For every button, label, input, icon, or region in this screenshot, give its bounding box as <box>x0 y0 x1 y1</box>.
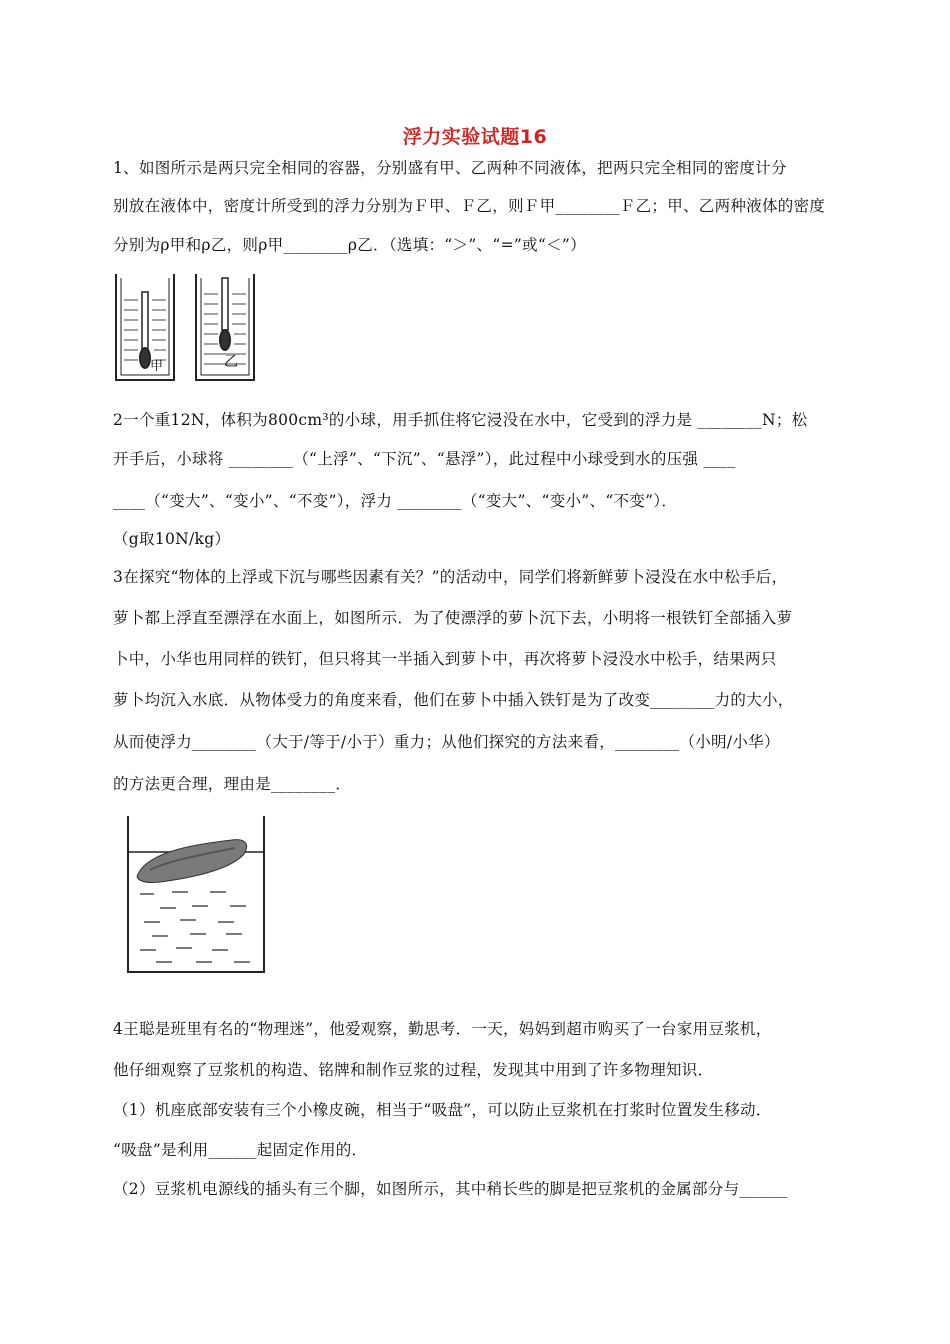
q3-line-1: 3在探究“物体的上浮或下沉与哪些因素有关？”的活动中，同学们将新鲜萝卜浸没在水中松手后， <box>113 568 788 586</box>
q2-line-4: （g取10N/kg） <box>113 530 231 548</box>
q3-line-6: 的方法更合理，理由是________． <box>113 775 352 793</box>
q3-line-3: 卜中，小华也用同样的铁钉，但只将其一半插入到萝卜中，再次将萝卜浸没水中松手，结果两只 <box>113 650 777 668</box>
q1-line-1: 1、如图所示是两只完全相同的容器，分别盛有甲、乙两种不同液体，把两只完全相同的密度计分 <box>113 159 787 177</box>
q3-line-2: 萝卜都上浮直至漂浮在水面上，如图所示．为了使漂浮的萝卜沉下去，小明将一根铁钉全部插入萝 <box>113 609 793 627</box>
q4-line-1: 4王聪是班里有名的“物理迷”，他爱观察，勤思考．一天，妈妈到超市购买了一台家用豆浆机， <box>113 1020 772 1038</box>
carrot-shape <box>137 840 246 883</box>
label-yi: 乙 <box>224 354 238 370</box>
q4-line-5: （2）豆浆机电源线的插头有三个脚，如图所示，其中稍长些的脚是把豆浆机的金属部分与______ <box>113 1180 788 1198</box>
label-jia: 甲 <box>150 359 164 374</box>
q1-line-2: 别放在液体中，密度计所受到的浮力分别为Ｆ甲、Ｆ乙，则Ｆ甲________Ｆ乙；甲、乙两种液体的密度 <box>113 197 826 215</box>
q3-line-5: 从而使浮力________（大于/等于/小于）重力；从他们探究的方法来看，________（小明/小华） <box>113 733 780 751</box>
q2-line-3: ____（“变大”、“变小”、“不变”），浮力 ________（“变大”、“变小”、“不变”）． <box>113 492 678 510</box>
q2-line-1: 2一个重12N，体积为800cm³的小球，用手抓住将它浸没在水中，它受到的浮力是 ________N；松 <box>113 411 808 429</box>
q3-line-4: 萝卜均沉入水底．从物体受力的角度来看，他们在萝卜中插入铁钉是为了改变________力的大小， <box>113 691 794 709</box>
q1-line-3: 分别为ρ甲和ρ乙，则ρ甲________ρ乙．（选填：“＞”、“=”或“＜”） <box>113 236 586 254</box>
hydrometer-figure <box>110 270 270 388</box>
page-title: 浮力实验试题16 <box>402 126 548 148</box>
q4-line-3: （1）机座底部安装有三个小橡皮碗，相当于“吸盘”，可以防止豆浆机在打浆时位置发生移动． <box>113 1101 772 1119</box>
floating-carrot-figure <box>120 812 270 978</box>
q2-line-2: 开手后，小球将 ________（“上浮”、“下沉”、“悬浮”），此过程中小球受到水的压强 ____ <box>113 450 736 468</box>
q4-line-2: 他仔细观察了豆浆机的构造、铭牌和制作豆浆的过程，发现其中用到了许多物理知识． <box>113 1061 714 1079</box>
q4-line-4: “吸盘”是利用______起固定作用的． <box>113 1141 368 1159</box>
container-jia <box>116 274 174 380</box>
